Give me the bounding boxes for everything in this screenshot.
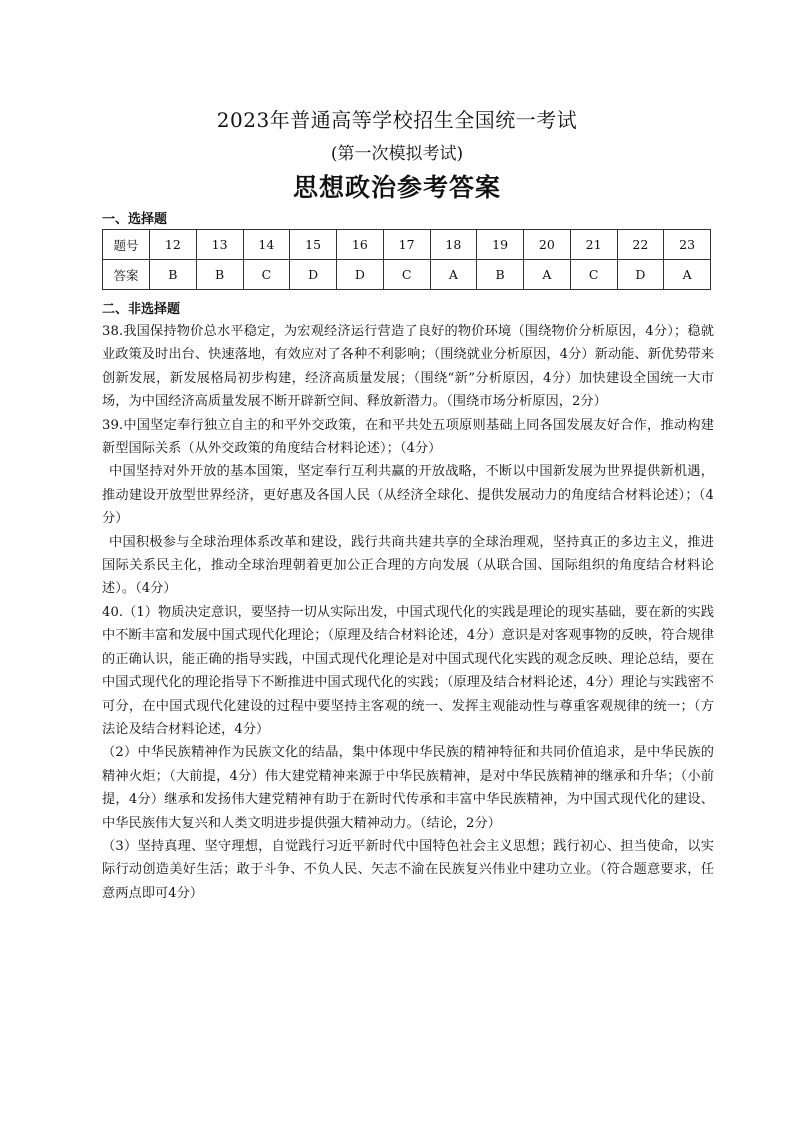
answer-paragraph-39-a: 39.中国坚定奉行独立自主的和平外交政策，在和平共处五项原则基础上同各国发展友好合作，推动构建新型国际关系（从外交政策的角度结合材料论述）；（4分）: [102, 417, 714, 457]
answer-paragraph-39-c: 中国积极参与全球治理体系改革和建设，践行共商共建共享的全球治理观，坚持真正的多边主义，推进国际关系民主化，推动全球治理朝着更加公正合理的方向发展（从联合国、国际组织的角度结合材料论述）。（4分）: [102, 534, 714, 597]
question-number: 17: [383, 230, 430, 260]
answer-paragraph-40-2: （2）中华民族精神作为民族文化的结晶，集中体现中华民族的精神特征和共同价值追求，是中华民族的精神火炬；（大前提，4分）伟大建党精神来源于中华民族精神，是对中华民族精神的继承和升华；（小前提，4分）继承和发扬伟大建党精神有助于在新时代传承和丰富中华民族精神，为中国式现代化的建设、中华民族伟大复兴和人类文明进步提供强大精神动力。（结论，2分）: [102, 745, 714, 831]
document-title: 思想政治参考答案: [292, 173, 501, 202]
exam-title: 2023年普通高等学校招生全国统一考试: [216, 108, 578, 132]
question-number: 12: [150, 230, 197, 260]
question-number: 19: [477, 230, 524, 260]
exam-subtitle: (第一次模拟考试): [330, 144, 464, 164]
question-number: 13: [196, 230, 243, 260]
answer-cell: D: [617, 260, 664, 290]
question-number: 23: [664, 230, 711, 260]
answer-paragraph-39-b: 中国坚持对外开放的基本国策，坚定奉行互利共赢的开放战略，不断以中国新发展为世界提供新机遇，推动建设开放型世界经济，更好惠及各国人民（从经济全球化、提供发展动力的角度结合材料论述）；（4分）: [102, 464, 714, 527]
answer-cell: C: [570, 260, 617, 290]
answer-paragraph-40-3: （3）坚持真理、坚守理想，自觉践行习近平新时代中国特色社会主义思想；践行初心、担当使命，以实际行动创造美好生活；敢于斗争、不负人民、矢志不渝在民族复兴伟业中建功立业。（符合题意要求，任意两点即可4分）: [102, 838, 714, 901]
answer-paragraph-40-1: 40.（1）物质决定意识，要坚持一切从实际出发，中国式现代化的实践是理论的现实基础，要在新的实践中不断丰富和发展中国式现代化理论；（原理及结合材料论述，4分）意识是对客观事物的反映，符合规律的正确认识，能正确的指导实践，中国式现代化理论是对中国式现代化实践的观念反映、理论总结，要在中国式现代化的理论指导下不断推进中国式现代化的实践；（原理及结合材料论述，4分）理论与实践密不可分，在中国式现代化建设的过程中要坚持主客观的统一、发挥主观能动性与尊重客观规律的统一；（方法论及结合材料论述，4分）: [102, 604, 715, 737]
question-number: 18: [430, 230, 477, 260]
answer-paragraph-38: 38.我国保持物价总水平稳定，为宏观经济运行营造了良好的物价环境（围绕物价分析原因，4分）；稳就业政策及时出台、快速落地，有效应对了各种不利影响；（围绕就业分析原因，4分）新动能、新优势带来创新发展，新发展格局初步构建，经济高质量发展；（围绕“新”分析原因，4分）加快建设全国统一大市场，为中国经济高质量发展不断开辟新空间、释放新潜力。（围绕市场分析原因，2分）: [102, 324, 714, 410]
answer-cell: D: [337, 260, 384, 290]
table-row-answers: [103, 260, 711, 290]
answer-cell: B: [477, 260, 524, 290]
section-heading-nonchoice: 二、非选择题: [102, 302, 181, 317]
row-label-number: 题号: [103, 230, 150, 260]
answer-body: [102, 320, 714, 905]
answer-cell: A: [430, 260, 477, 290]
answer-cell: A: [664, 260, 711, 290]
row-label-answer: 答案: [103, 260, 150, 290]
answer-table: [102, 229, 711, 290]
answer-cell: C: [383, 260, 430, 290]
question-number: 16: [337, 230, 384, 260]
answer-cell: B: [196, 260, 243, 290]
answer-cell: C: [243, 260, 290, 290]
question-number: 21: [570, 230, 617, 260]
table-row-numbers: [103, 230, 711, 260]
answer-cell: A: [524, 260, 571, 290]
answer-cell: B: [150, 260, 197, 290]
section-heading-choice: 一、选择题: [102, 212, 168, 227]
answer-cell: D: [290, 260, 337, 290]
question-number: 22: [617, 230, 664, 260]
question-number: 20: [524, 230, 571, 260]
question-number: 14: [243, 230, 290, 260]
question-number: 15: [290, 230, 337, 260]
